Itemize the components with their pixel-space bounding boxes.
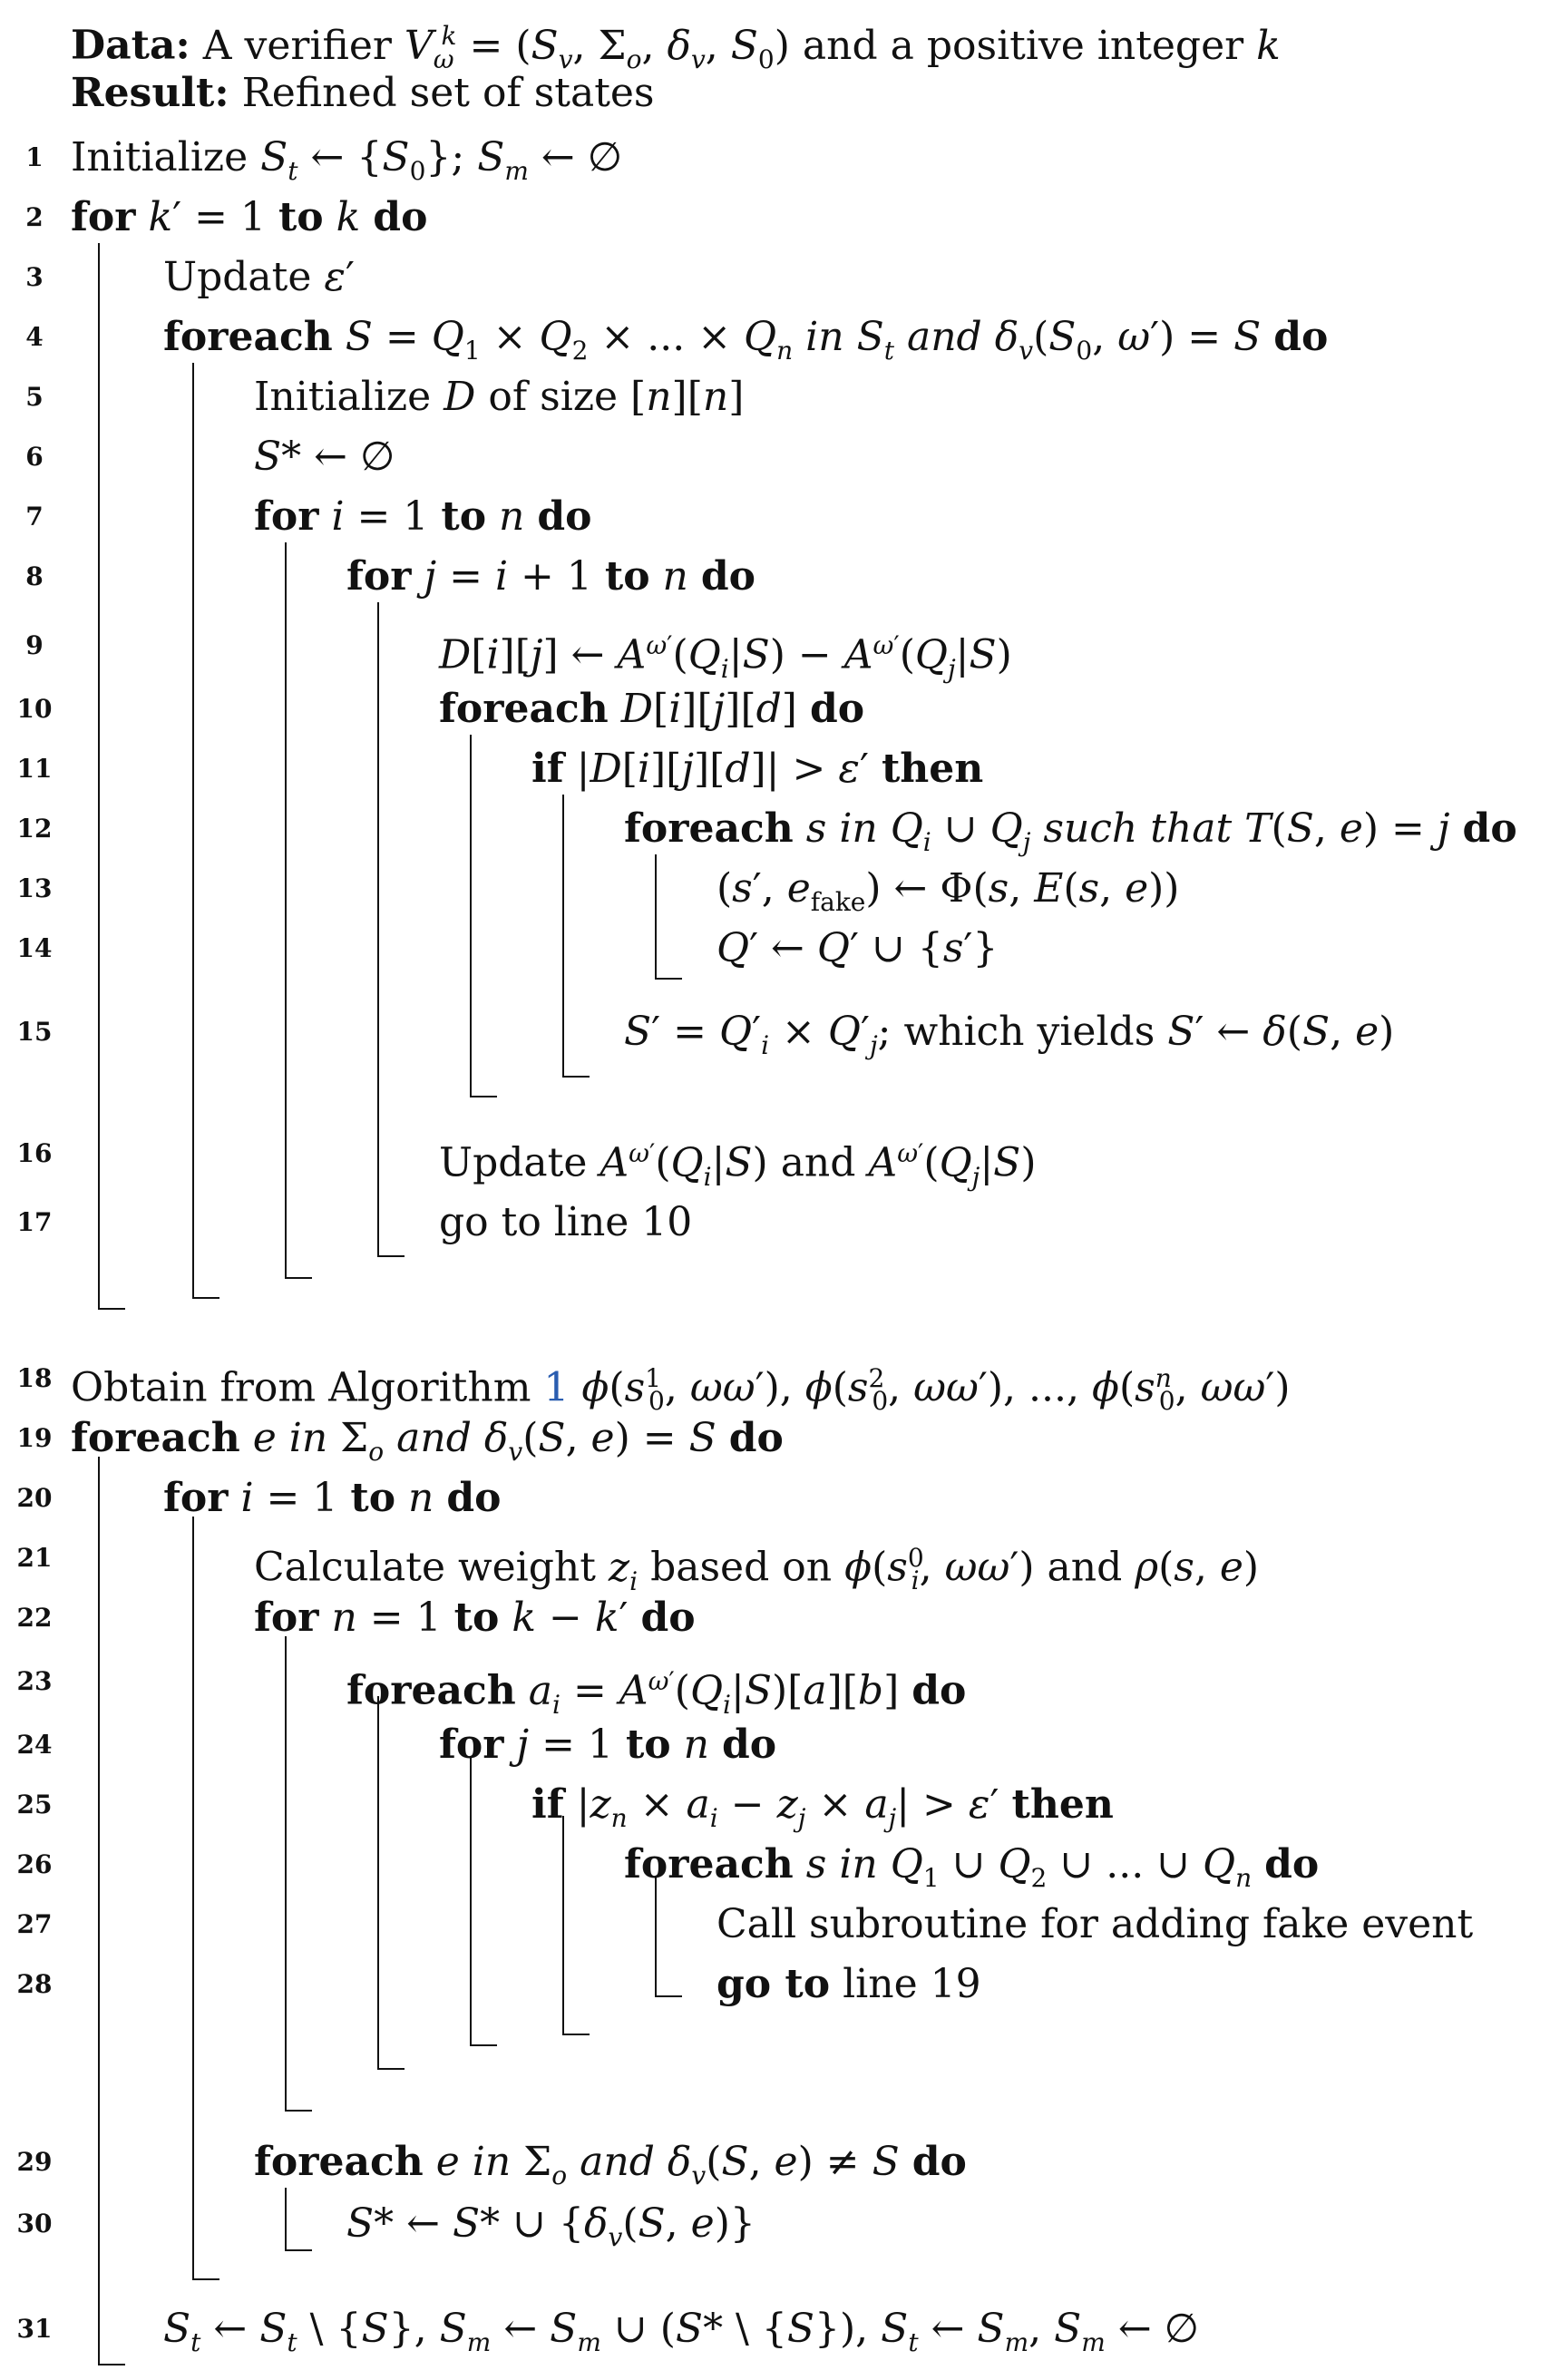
line-code: Initialize $S_t$ ← $\{S_0\}$; $S_m$ ← ∅	[71, 134, 623, 186]
line-code: Update ε′	[163, 254, 355, 300]
line-number: 31	[16, 2314, 53, 2344]
data-text: A verifier $V_\omega^k = (S_v$, $\Sigma_o$, $\delta_v$, $S_0$) and a positive integer k	[202, 21, 1281, 74]
line-code: D[i][j] ← $A^{\omega'}(Q_i|S) - A^{\omega'}(Q_j|S)$	[439, 630, 1012, 684]
line-code: for j = 1 to n do	[439, 1722, 777, 1768]
line-18	[0, 1353, 1550, 1417]
line-7	[0, 492, 1550, 542]
line-29	[0, 2137, 1550, 2188]
line-number: 16	[16, 1138, 53, 1168]
line-code: foreach $a_i = A^{\omega'}(Q_i|S)[a][b]$ do	[346, 1666, 967, 1720]
line-code: (s′, $e_{fake}$) ← Φ(s, E(s, e))	[717, 865, 1180, 917]
line-code: for i = 1 to n do	[254, 493, 592, 540]
line-16	[0, 1128, 1550, 1192]
line-code: Calculate weight $z_i$ based on $\phi(s^0_i$, ωω′) and ρ(s, e)	[254, 1543, 1260, 1596]
line-code: foreach e in $\Sigma_o$ and $\delta_v(S$, e) = S do	[71, 1415, 784, 1467]
line-19	[0, 1413, 1550, 1467]
line-number: 19	[16, 1423, 53, 1453]
line-code: go to line 19	[717, 1961, 981, 2007]
line-6	[0, 432, 1550, 483]
line-number: 2	[25, 202, 44, 232]
line-number: 26	[16, 1849, 53, 1879]
algorithm-reference-link[interactable]: 1	[543, 1364, 570, 1411]
line-20	[0, 1473, 1550, 1524]
line-code: foreach s in $Q_1$ ∪ $Q_2$ ∪ ... ∪ $Q_n$ do	[624, 1841, 1320, 1893]
line-number: 23	[16, 1666, 53, 1696]
line-number: 20	[16, 1483, 53, 1513]
line-number: 4	[25, 322, 44, 352]
algorithm-result	[71, 68, 655, 119]
line-25	[0, 1780, 1550, 1833]
line-3	[0, 252, 1550, 303]
line-27	[0, 1899, 1550, 1950]
line-code: foreach s in $Q_i$ ∪ $Q_j$ such that T(S, e) = j do	[624, 805, 1517, 857]
line-number: 29	[16, 2147, 53, 2177]
data-label: Data:	[71, 22, 190, 69]
line-code: Q′ ← Q′ ∪ {s′}	[717, 925, 999, 971]
line-number: 30	[16, 2209, 53, 2239]
line-11	[0, 744, 1550, 795]
line-number: 14	[16, 933, 53, 963]
line-24	[0, 1720, 1550, 1770]
result-text: Refined set of states	[241, 70, 655, 116]
line-number: 15	[16, 1017, 53, 1047]
line-22	[0, 1593, 1550, 1644]
line-number: 21	[16, 1543, 53, 1573]
line-code: if |D[i][j][d]| > ε′ then	[531, 746, 984, 792]
line-code: if $|z_n \times a_i - z_j \times a_j| > \varepsilon'$ then	[531, 1781, 1114, 1833]
line-number: 18	[16, 1363, 53, 1393]
line-8	[0, 551, 1550, 602]
line-2	[0, 192, 1550, 243]
line-14	[0, 923, 1550, 974]
line-number: 1	[25, 142, 44, 172]
line-number: 9	[25, 630, 44, 660]
line-code: for k′ = 1 to k do	[71, 194, 428, 240]
line-code: go to line 10	[439, 1199, 693, 1245]
line-number: 17	[16, 1207, 53, 1237]
line-31	[0, 2304, 1550, 2355]
line-28	[0, 1959, 1550, 2010]
line-number: 27	[16, 1909, 53, 1939]
line-code: Update $A^{\omega'}(Q_i|S)$ and $A^{\omega'}(Q_j|S)$	[439, 1138, 1037, 1192]
line-30	[0, 2199, 1550, 2252]
line-5	[0, 372, 1550, 423]
line-number: 6	[25, 442, 44, 472]
line-number: 11	[16, 754, 53, 784]
line-code: for n = 1 to k − k′ do	[254, 1595, 696, 1641]
line-21	[0, 1533, 1550, 1596]
line-number: 28	[16, 1969, 53, 1999]
line-number: 13	[16, 873, 53, 903]
line-code: foreach e in $\Sigma_o$ and $\delta_v(S$, e) ≠ S do	[254, 2139, 967, 2190]
line-number: 7	[25, 502, 44, 532]
line-number: 12	[16, 814, 53, 844]
line-12	[0, 804, 1550, 857]
line-26	[0, 1839, 1550, 1893]
line-9	[0, 620, 1550, 684]
line-4	[0, 312, 1550, 366]
line-code: Initialize D of size [n][n]	[254, 374, 745, 420]
line-code: for j = i + 1 to n do	[346, 553, 756, 600]
line-number: 22	[16, 1603, 53, 1633]
line-17	[0, 1197, 1550, 1248]
line-number: 24	[16, 1730, 53, 1760]
line-code: Obtain from Algorithm 1 $\phi(s^1_0$, ωω′), $\phi(s^2_0$, ωω′), ..., $\phi(s^n_0$, ωω′)	[71, 1363, 1291, 1417]
line-code: S* ← ∅	[254, 434, 395, 480]
line-code: foreach $S = Q_1 \times Q_2$ × ... × $Q_n$ in $S_t$ and $\delta_v(S_0$, ω′) = S do	[163, 314, 1329, 366]
line-code: $S_t$ ← $S_t$ \ {S}, $S_m$ ← $S_m$ ∪ (S* \ {S}), $S_t$ ← $S_m$, $S_m$ ← ∅	[163, 2306, 1200, 2357]
line-code: for i = 1 to n do	[163, 1475, 502, 1521]
line-code: $S' = Q'_i \times Q'_j$; which yields S′ ← δ(S, e)	[624, 1009, 1395, 1060]
line-code: Call subroutine for adding fake event	[717, 1901, 1474, 1947]
result-label: Result:	[71, 70, 229, 116]
line-number: 10	[16, 694, 53, 724]
line-code: S* ← S* ∪ {$\delta_v(S$, e)}	[346, 2200, 756, 2252]
line-code: foreach D[i][j][d] do	[439, 686, 865, 732]
line-number: 5	[25, 382, 44, 412]
line-23	[0, 1656, 1550, 1720]
line-10	[0, 684, 1550, 735]
line-1	[0, 132, 1550, 186]
line-number: 3	[25, 262, 44, 292]
line-number: 25	[16, 1790, 53, 1819]
line-13	[0, 863, 1550, 917]
line-15	[0, 1007, 1550, 1058]
line-number: 8	[25, 561, 44, 591]
